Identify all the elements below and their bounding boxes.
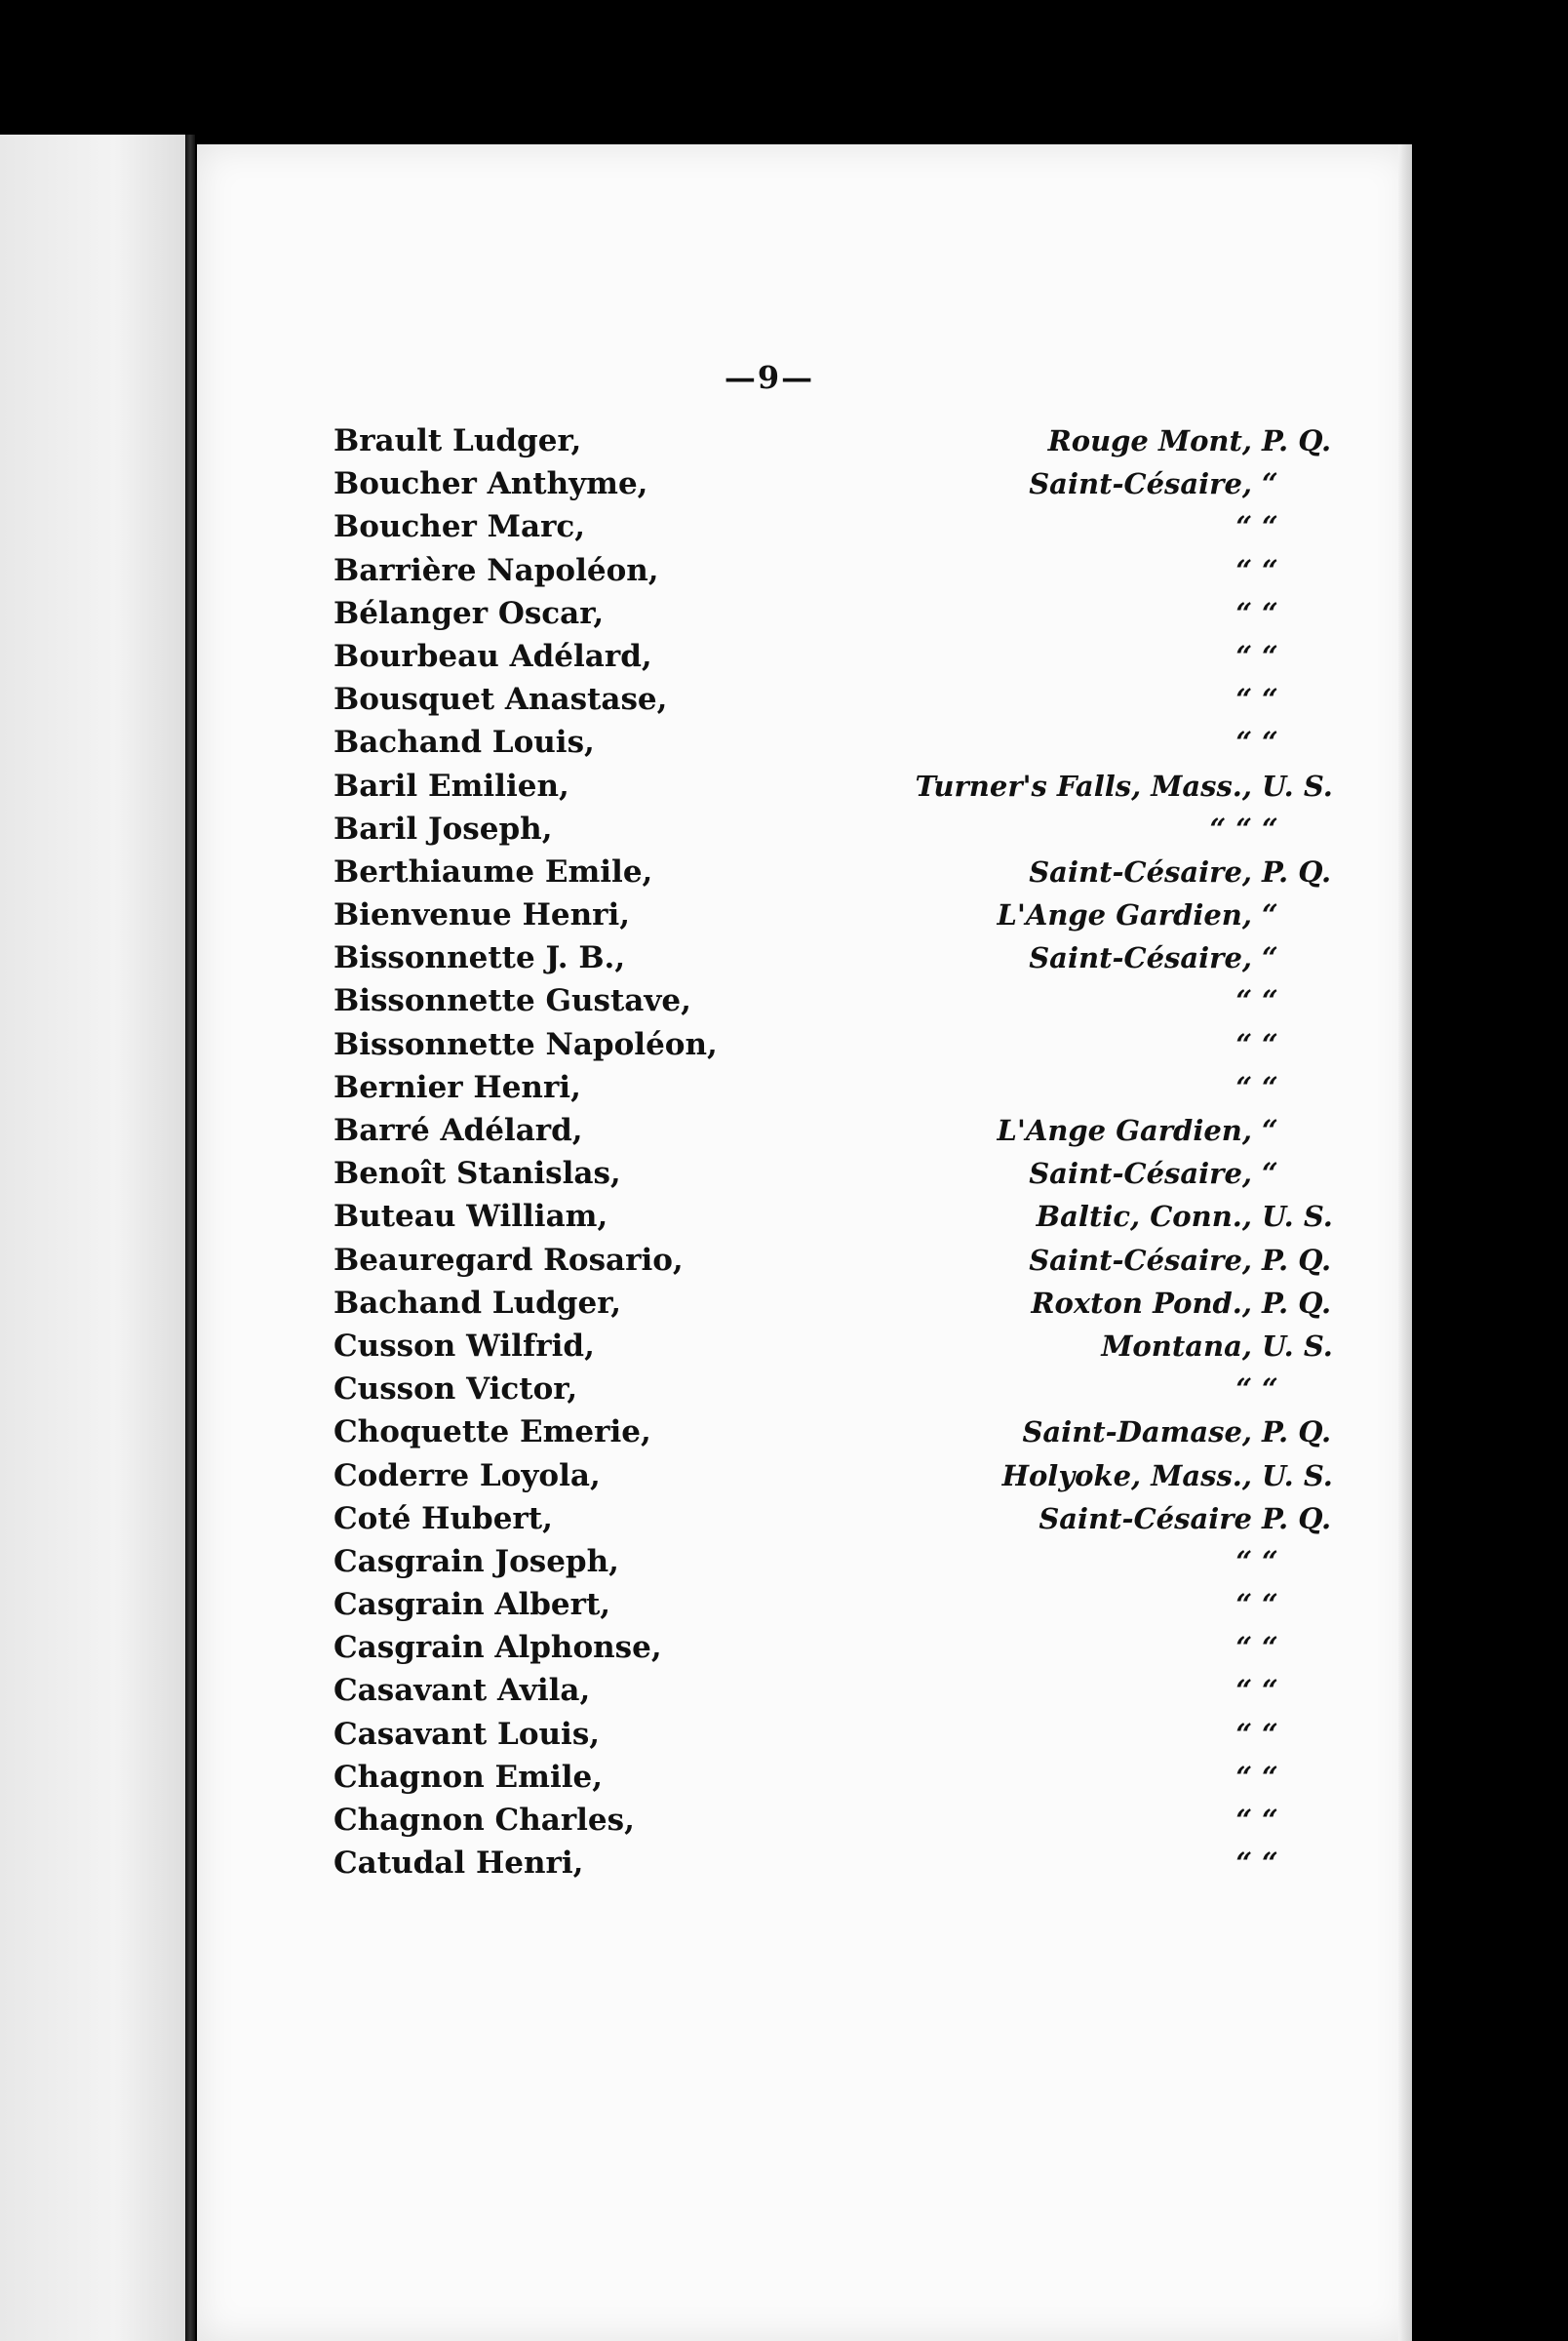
region-text: P. Q.: [1262, 1415, 1332, 1449]
person-name: Chagnon Emile,: [333, 1759, 604, 1795]
person-name: Brault Ludger,: [333, 423, 582, 458]
location-text: Saint-Damase,: [1022, 1415, 1252, 1449]
list-item: [333, 979, 1367, 1022]
list-item: [333, 851, 1367, 893]
person-name: Casavant Avila,: [333, 1673, 591, 1709]
place-of-residence: [1029, 1152, 1367, 1195]
region-text: “: [1262, 467, 1278, 501]
place-of-residence: [1235, 592, 1367, 635]
region-text: U. S.: [1262, 1458, 1333, 1492]
location-text: “: [1235, 726, 1252, 760]
list-item: [333, 1368, 1367, 1410]
place-of-residence: [1235, 635, 1367, 678]
region-text: “: [1262, 1114, 1278, 1147]
location-text: “: [1235, 639, 1252, 673]
person-name: Beauregard Rosario,: [333, 1242, 684, 1278]
place-of-residence: [1029, 936, 1367, 979]
region-text: “: [1262, 553, 1278, 587]
location-text: “: [1235, 1070, 1252, 1104]
place-of-residence: [1235, 721, 1367, 764]
list-item: [333, 1583, 1367, 1626]
list-item: [333, 1540, 1367, 1583]
region-text: “: [1262, 1717, 1278, 1751]
list-item: [333, 936, 1367, 979]
place-of-residence: [1235, 549, 1367, 592]
list-item: [333, 1023, 1367, 1066]
place-of-residence: [1235, 678, 1367, 721]
place-of-residence: [1031, 1282, 1367, 1325]
location-text: “: [1235, 1588, 1252, 1622]
list-item: [333, 1756, 1367, 1799]
place-of-residence: [1235, 1540, 1367, 1583]
person-name: Baril Joseph,: [333, 811, 553, 847]
region-text: “: [1262, 1760, 1278, 1794]
person-name: Cusson Victor,: [333, 1371, 578, 1408]
list-item: [333, 808, 1367, 851]
place-of-residence: [1235, 505, 1367, 548]
person-name: Berthiaume Emile,: [333, 853, 653, 890]
region-text: P. Q.: [1262, 1501, 1332, 1535]
list-item: [333, 1626, 1367, 1669]
region-text: U. S.: [1262, 1200, 1333, 1234]
document-page: [197, 144, 1412, 2341]
place-of-residence: [1235, 979, 1367, 1022]
location-text: Saint-Césaire: [1039, 1501, 1252, 1535]
person-name: Catudal Henri,: [333, 1845, 584, 1882]
person-name: Casavant Louis,: [333, 1716, 601, 1752]
region-text: “: [1262, 1631, 1278, 1665]
person-name: Baril Emilien,: [333, 768, 569, 804]
region-text: “: [1262, 510, 1278, 544]
list-item: [333, 678, 1367, 721]
list-item: [333, 462, 1367, 505]
region-text: “: [1262, 683, 1278, 717]
region-text: “: [1262, 812, 1278, 846]
list-item: [333, 592, 1367, 635]
location-text: “: [1235, 1760, 1252, 1794]
location-text: Saint-Césaire,: [1029, 854, 1252, 889]
region-text: “: [1262, 639, 1278, 673]
page-number: —9—: [724, 359, 815, 396]
list-item: [333, 1282, 1367, 1325]
region-text: “: [1262, 1544, 1278, 1578]
region-text: “: [1262, 596, 1278, 630]
list-item: [333, 635, 1367, 678]
region-text: “: [1262, 1846, 1278, 1881]
place-of-residence: [1235, 1756, 1367, 1799]
person-name: Boucher Marc,: [333, 509, 586, 545]
place-of-residence: [1235, 1368, 1367, 1410]
left-page-edge: [0, 135, 191, 2341]
list-item: [333, 419, 1367, 462]
list-item: [333, 765, 1367, 808]
region-text: “: [1262, 1674, 1278, 1708]
location-text: “: [1235, 596, 1252, 630]
location-text: “: [1235, 1717, 1252, 1751]
list-item: [333, 1454, 1367, 1497]
place-of-residence: [1037, 1195, 1367, 1238]
person-name: Benoît Stanislas,: [333, 1156, 621, 1192]
location-text: “: [1235, 1804, 1252, 1837]
location-text: “: [1235, 1027, 1252, 1061]
region-text: “: [1262, 1027, 1278, 1061]
region-text: “: [1262, 726, 1278, 760]
person-name: Bachand Louis,: [333, 725, 595, 761]
person-name: Bienvenue Henri,: [333, 897, 631, 933]
location-text: Saint-Césaire,: [1029, 941, 1252, 975]
location-text: “: [1235, 510, 1252, 544]
list-item: [333, 1799, 1367, 1842]
location-text: Rouge Mont,: [1047, 424, 1252, 457]
person-name: Coté Hubert,: [333, 1500, 553, 1536]
location-text: “: [1235, 683, 1252, 717]
region-text: P. Q.: [1262, 1243, 1332, 1277]
person-name: Boucher Anthyme,: [333, 466, 648, 502]
place-of-residence: [1235, 1023, 1367, 1066]
place-of-residence: [1235, 1626, 1367, 1669]
person-name: Bachand Ludger,: [333, 1285, 622, 1321]
region-text: “: [1262, 898, 1278, 932]
person-name: Choquette Emerie,: [333, 1414, 651, 1450]
location-text: “: [1235, 984, 1252, 1018]
person-name: Bourbeau Adélard,: [333, 638, 652, 674]
person-name: Bissonnette J. B.,: [333, 940, 626, 976]
location-text: “: [1235, 1372, 1252, 1407]
region-text: U. S.: [1262, 769, 1333, 803]
place-of-residence: [1029, 462, 1367, 505]
region-text: “: [1262, 1372, 1278, 1407]
location-text: Saint-Césaire,: [1029, 1157, 1252, 1191]
person-name: Barré Adélard,: [333, 1113, 583, 1148]
location-text: Roxton Pond.,: [1031, 1286, 1252, 1320]
location-text: “: [1235, 1544, 1252, 1578]
location-text: L'Ange Gardien,: [997, 1114, 1252, 1147]
person-name: Barrière Napoléon,: [333, 552, 659, 588]
region-text: P. Q.: [1262, 1286, 1332, 1320]
location-text: Saint-Césaire,: [1029, 467, 1252, 501]
region-text: P. Q.: [1262, 854, 1332, 889]
list-item: [333, 721, 1367, 764]
list-item: [333, 1713, 1367, 1756]
list-item: [333, 1497, 1367, 1540]
list-item: [333, 1410, 1367, 1453]
list-item: [333, 1195, 1367, 1238]
person-name: Buteau William,: [333, 1199, 608, 1235]
place-of-residence: [1210, 808, 1367, 851]
list-item: [333, 1239, 1367, 1282]
place-of-residence: [1235, 1799, 1367, 1842]
list-item: [333, 549, 1367, 592]
list-item: [333, 505, 1367, 548]
place-of-residence: [916, 765, 1367, 808]
list-item: [333, 1325, 1367, 1368]
place-of-residence: [1101, 1325, 1367, 1368]
location-text: “: [1235, 1631, 1252, 1665]
place-of-residence: [1002, 1454, 1367, 1497]
place-of-residence: [1235, 1842, 1367, 1885]
region-text: “: [1262, 984, 1278, 1018]
location-text: Saint-Césaire,: [1029, 1243, 1252, 1277]
person-name: Bernier Henri,: [333, 1069, 581, 1105]
location-text: L'Ange Gardien,: [997, 898, 1252, 932]
place-of-residence: [1029, 1239, 1367, 1282]
location-text: Turner's Falls, Mass.,: [915, 769, 1252, 803]
location-text: Montana,: [1101, 1329, 1252, 1363]
region-text: “: [1262, 1157, 1278, 1191]
location-text: “: [1235, 553, 1252, 587]
region-text: U. S.: [1262, 1329, 1333, 1363]
list-item: [333, 1842, 1367, 1885]
place-of-residence: [1235, 1066, 1367, 1109]
place-of-residence: [998, 893, 1367, 936]
person-name: Chagnon Charles,: [333, 1803, 635, 1838]
region-text: “: [1262, 941, 1278, 975]
place-of-residence: [1235, 1583, 1367, 1626]
list-item: [333, 1109, 1367, 1152]
region-text: “: [1262, 1070, 1278, 1104]
list-item: [333, 1066, 1367, 1109]
page-right-edge: [1398, 144, 1412, 2341]
person-name: Bélanger Oscar,: [333, 595, 605, 631]
person-name: Bissonnette Napoléon,: [333, 1026, 718, 1062]
person-name: Casgrain Albert,: [333, 1587, 611, 1623]
location-text: “: [1235, 1846, 1252, 1881]
place-of-residence: [1048, 419, 1367, 462]
place-of-residence: [1029, 851, 1367, 893]
place-of-residence: [1235, 1713, 1367, 1756]
person-name: Coderre Loyola,: [333, 1457, 601, 1493]
list-item: [333, 1669, 1367, 1712]
place-of-residence: [1039, 1497, 1367, 1540]
place-of-residence: [1022, 1410, 1367, 1453]
place-of-residence: [998, 1109, 1367, 1152]
list-item: [333, 1152, 1367, 1195]
location-text: “ “: [1209, 812, 1252, 846]
region-text: “: [1262, 1804, 1278, 1837]
list-item: [333, 893, 1367, 936]
location-text: Holyoke, Mass.,: [1001, 1458, 1252, 1492]
person-name: Bissonnette Gustave,: [333, 983, 691, 1019]
person-name: Bousquet Anastase,: [333, 682, 668, 718]
location-text: “: [1235, 1674, 1252, 1708]
place-of-residence: [1235, 1669, 1367, 1712]
person-name: Casgrain Alphonse,: [333, 1630, 662, 1666]
binding-gutter: [185, 135, 195, 2341]
region-text: “: [1262, 1588, 1278, 1622]
name-list: [333, 419, 1367, 1885]
person-name: Cusson Wilfrid,: [333, 1328, 595, 1364]
region-text: P. Q.: [1262, 424, 1332, 457]
location-text: Baltic, Conn.,: [1036, 1200, 1252, 1234]
person-name: Casgrain Joseph,: [333, 1543, 619, 1579]
